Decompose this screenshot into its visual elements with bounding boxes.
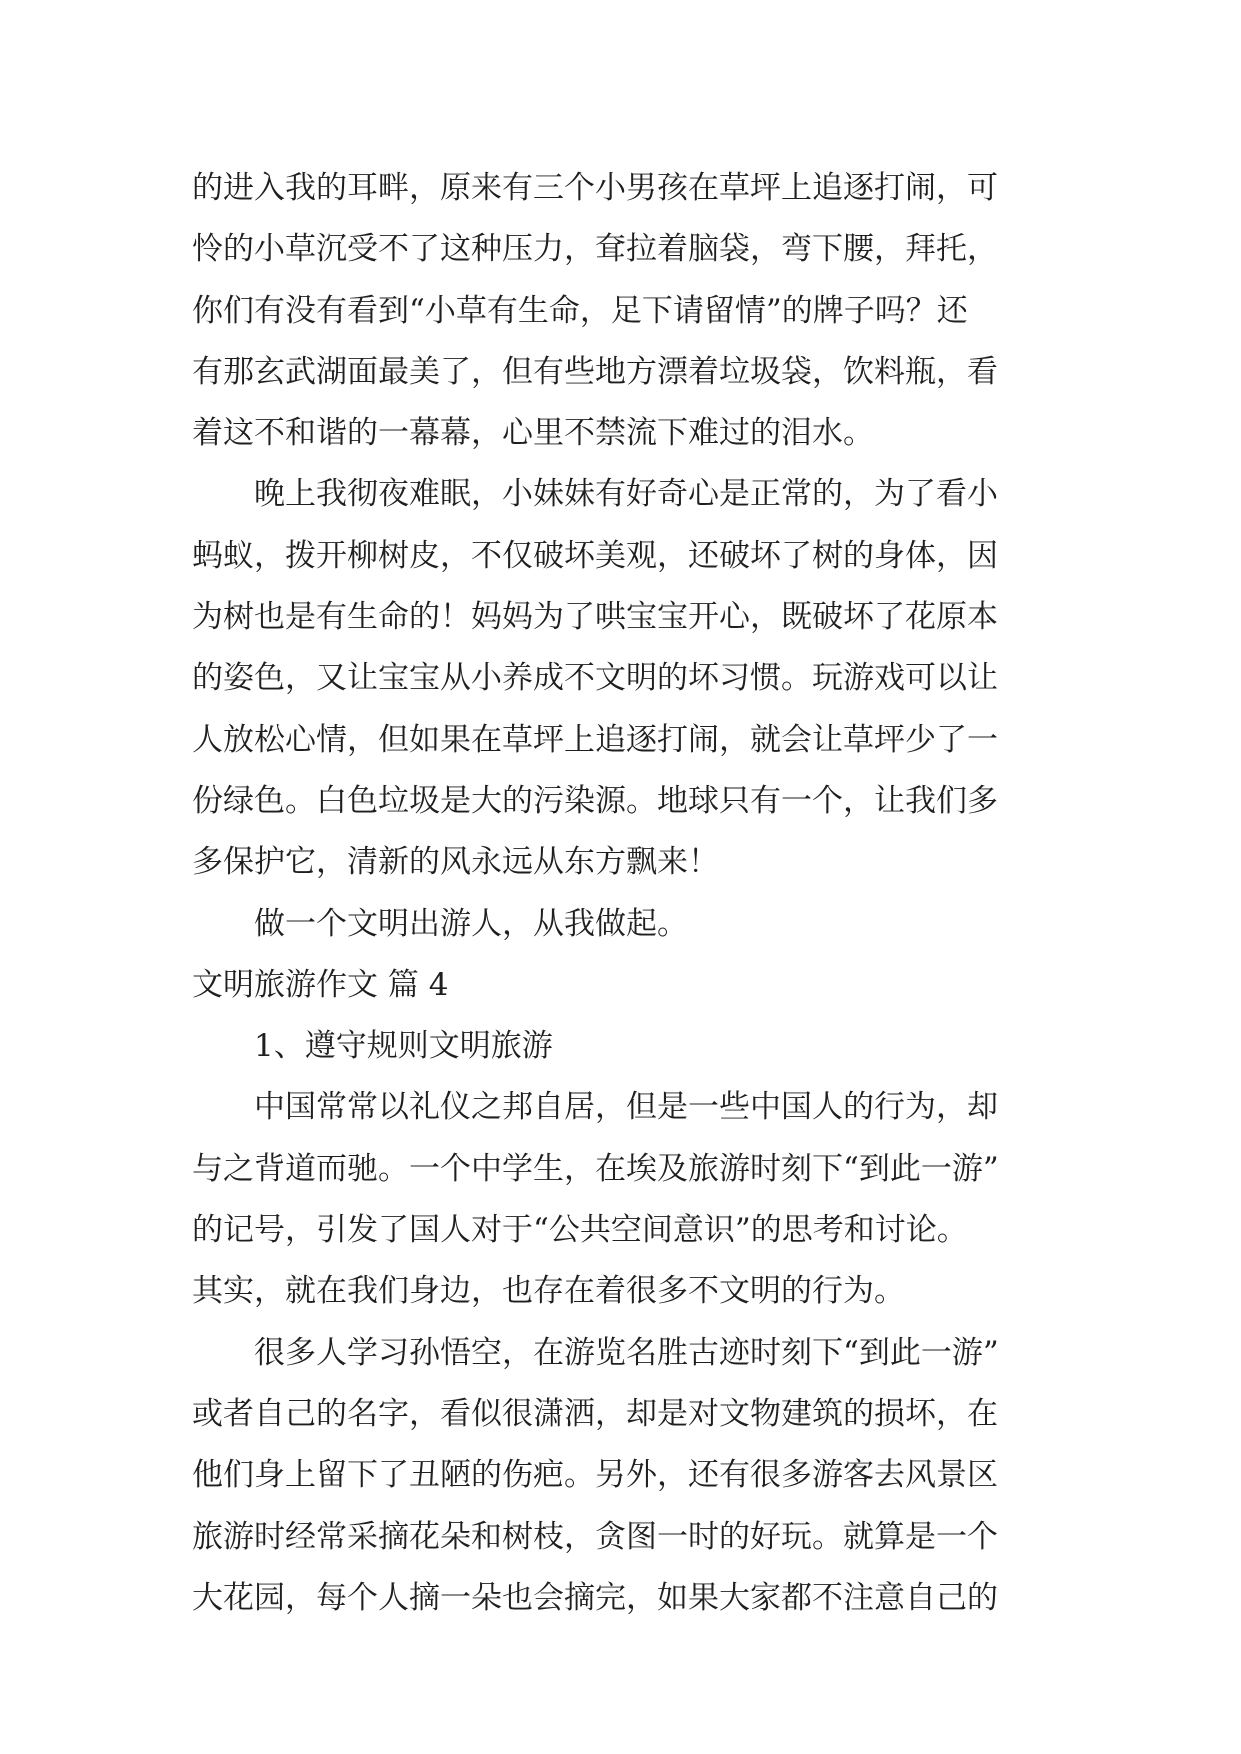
text-line: 中国常常以礼仪之邦自居，但是一些中国人的行为，却 [254,1089,998,1126]
text-line: 旅游时经常采摘花朵和树枝，贪图一时的好玩。就算是一个 [192,1518,998,1555]
text-line: 大花园，每个人摘一朵也会摘完，如果大家都不注意自己的 [192,1579,998,1616]
text-line: 蚂蚁，拨开柳树皮，不仅破坏美观，还破坏了树的身体，因 [192,537,998,574]
text-line: 着这不和谐的一幕幕，心里不禁流下难过的泪水。 [192,415,874,452]
text-line: 怜的小草沉受不了这种压力，耷拉着脑袋，弯下腰，拜托， [192,231,998,268]
text-line: 1、遵守规则文明旅游 [254,1028,553,1065]
text-line: 的记号，引发了国人对于“公共空间意识”的思考和讨论。 [192,1212,968,1249]
text-line: 人放松心情，但如果在草坪上追逐打闹，就会让草坪少了一 [192,721,998,758]
text-line: 或者自己的名字，看似很潇洒，却是对文物建筑的损坏，在 [192,1395,998,1432]
text-line: 做一个文明出游人，从我做起。 [254,905,688,942]
text-line: 有那玄武湖面最美了，但有些地方漂着垃圾袋，饮料瓶，看 [192,353,998,390]
text-line: 的姿色，又让宝宝从小养成不文明的坏习惯。玩游戏可以让 [192,660,998,697]
text-line: 与之背道而驰。一个中学生，在埃及旅游时刻下“到此一游” [192,1150,999,1187]
text-line: 晚上我彻夜难眠，小妹妹有好奇心是正常的，为了看小 [254,476,998,513]
text-line: 很多人学习孙悟空，在游览名胜古迹时刻下“到此一游” [254,1334,999,1371]
document-body [192,158,1072,1629]
text-line: 他们身上留下了丑陋的伤疤。另外，还有很多游客去风景区 [192,1457,998,1494]
text-line: 你们有没有看到“小草有生命，足下请留情”的牌子吗？还 [192,292,968,329]
text-line: 其实，就在我们身边，也存在着很多不文明的行为。 [192,1273,905,1310]
text-line: 的进入我的耳畔，原来有三个小男孩在草坪上追逐打闹，可 [192,170,998,206]
text-line: 多保护它，清新的风永远从东方飘来！ [192,844,719,881]
text-line: 份绿色。白色垃圾是大的污染源。地球只有一个，让我们多 [192,782,998,819]
text-line: 为树也是有生命的！妈妈为了哄宝宝开心，既破坏了花原本 [192,599,998,636]
text-line: 文明旅游作文 篇 4 [192,966,449,1003]
